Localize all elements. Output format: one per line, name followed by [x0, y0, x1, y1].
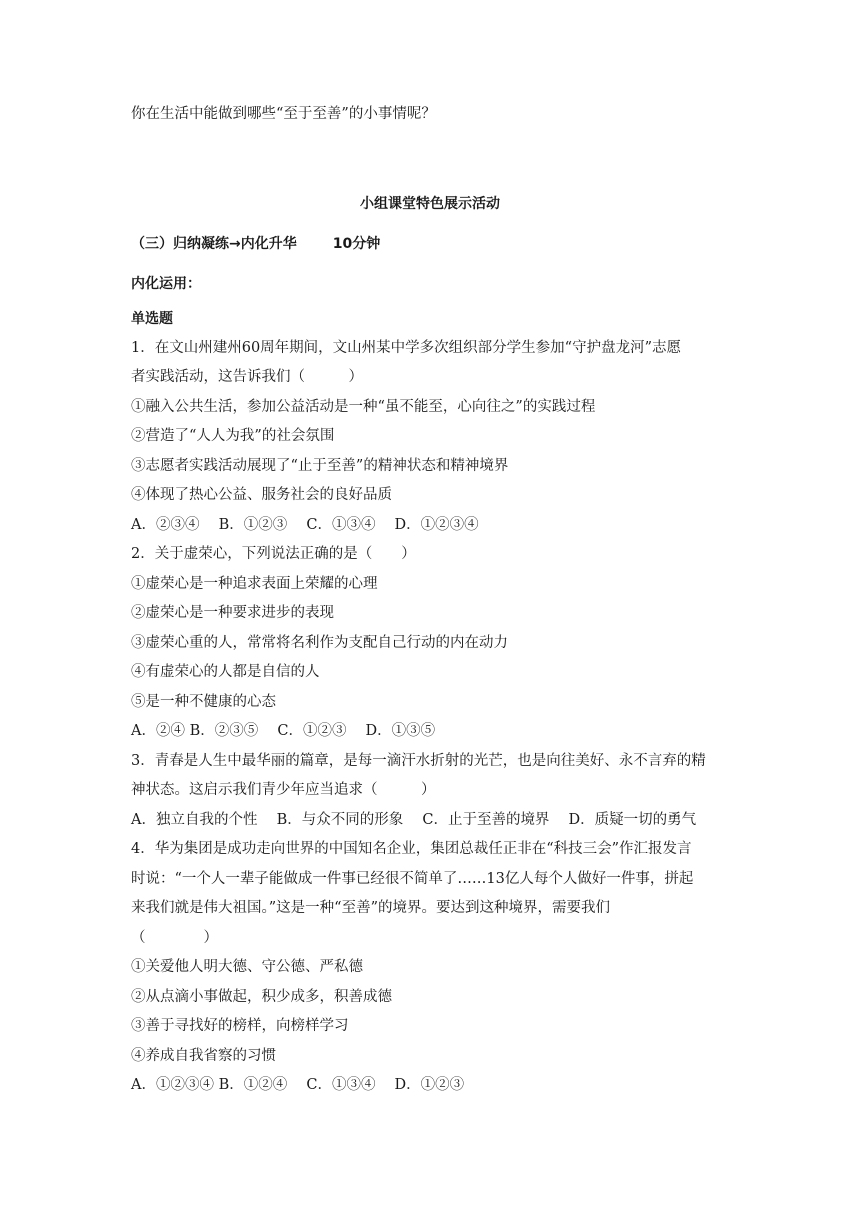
q2-statement-1: ①虚荣心是一种追求表面上荣耀的心理 [131, 576, 378, 592]
q4-stem-line-4: （ ） [131, 930, 218, 946]
q1-statement-3: ③志愿者实践活动展现了“止于至善”的精神状态和精神境界 [131, 458, 509, 474]
q4-statement-4: ④养成自我省察的习惯 [131, 1048, 276, 1064]
q2-stem-line-1: 2．关于虚荣心，下列说法正确的是（ ） [131, 546, 416, 562]
activity-title: 小组课堂特色展示活动 [360, 196, 500, 212]
q4-stem-line-3: 来我们就是伟大祖国。”这是一种“至善”的境界。要达到这种境界，需要我们 [131, 900, 610, 916]
application-heading: 内化运用： [131, 276, 201, 292]
q1-statement-1: ①融入公共生活，参加公益活动是一种“虽不能至，心向往之”的实践过程 [131, 399, 596, 415]
q2-statement-2: ②虚荣心是一种要求进步的表现 [131, 605, 334, 621]
q1-statement-2: ②营造了“人人为我”的社会氛围 [131, 428, 335, 444]
section-heading [131, 234, 380, 254]
q4-statement-3: ③善于寻找好的榜样，向榜样学习 [131, 1018, 349, 1034]
q4-options: A．①②③④ B．①②④ C．①③④ D．①②③ [131, 1077, 465, 1093]
q1-stem-line-1: 1．在文山州建州60周年期间，文山州某中学多次组织部分学生参加“守护盘龙河”志愿 [131, 340, 681, 356]
section-heading-text: （三）归纳凝练→内化升华 [131, 236, 297, 252]
q1-options: A．②③④ B．①②③ C．①③④ D．①②③④ [131, 517, 479, 533]
section-time: 10分钟 [332, 236, 381, 252]
q2-statement-3: ③虚荣心重的人，常常将名利作为支配自己行动的内在动力 [131, 635, 508, 651]
intro-question: 你在生活中能做到哪些“至于至善”的小事情呢？ [131, 106, 436, 122]
question-type: 单选题 [131, 311, 173, 327]
q2-options: A．②④ B．②③⑤ C．①②③ D．①③⑤ [131, 723, 436, 739]
q2-statement-5: ⑤是一种不健康的心态 [131, 694, 276, 710]
q4-statement-2: ②从点滴小事做起，积少成多，积善成德 [131, 989, 392, 1005]
q4-stem-line-2: 时说：“一个人一辈子能做成一件事已经很不简单了……13亿人每个人做好一件事，拼起 [131, 871, 694, 887]
q3-options: A．独立自我的个性 B．与众不同的形象 C．止于至善的境界 D．质疑一切的勇气 [131, 812, 697, 828]
q3-stem-line-1: 3．青春是人生中最华丽的篇章，是每一滴汗水折射的光芒，也是向往美好、永不言弃的精 [131, 753, 706, 769]
q3-stem-line-2: 神状态。这启示我们青少年应当追求（ ） [131, 782, 436, 798]
q2-statement-4: ④有虚荣心的人都是自信的人 [131, 664, 320, 680]
q4-statement-1: ①关爱他人明大德、守公德、严私德 [131, 959, 363, 975]
q1-statement-4: ④体现了热心公益、服务社会的良好品质 [131, 487, 392, 503]
q1-stem-line-2: 者实践活动，这告诉我们（ ） [131, 369, 363, 385]
q4-stem-line-1: 4．华为集团是成功走向世界的中国知名企业，集团总裁任正非在“科技三会”作汇报发言 [131, 841, 692, 857]
